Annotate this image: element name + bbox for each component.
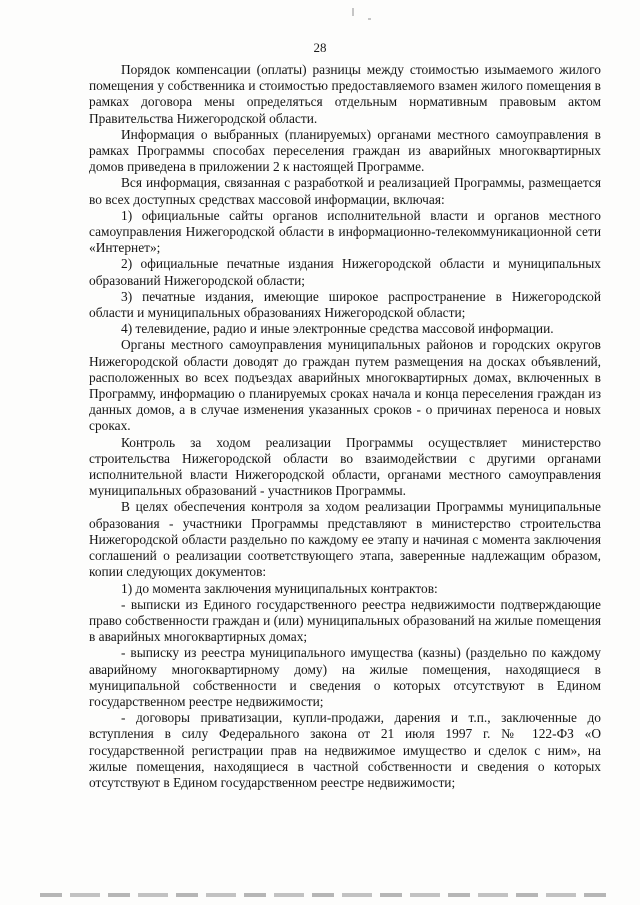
- page-number: 28: [313, 40, 327, 55]
- list-item: 2) официальные печатные издания Нижегородской области и муниципальных образований Нижегородской области;: [89, 256, 601, 288]
- list-item: - выписку из реестра муниципального имущества (казны) (раздельно по каждому аварийному многоквартирному дому) на жилые помещения, находящиеся в муниципальной собственности и сведения о которых отсутствуют в Едином государственном реестре недвижимости;: [89, 645, 601, 709]
- list-item: 3) печатные издания, имеющие широкое распространение в Нижегородской области и муниципальных образованиях Нижегородской области;: [89, 288, 601, 321]
- list-item: - договоры приватизации, купли-продажи, дарения и т.п., заключенные до вступления в силу Федерального закона от 21 июля 1997 г. № 122-ФЗ «О государственной регистрации прав на недвижимое имущество и сделок с ним», на жилые помещения, находящиеся в частной собственности и сведения о которых отсутствуют в Едином государственном реестре недвижимости;: [89, 710, 601, 790]
- paragraph: Информация о выбранных (планируемых) органами местного самоуправления в рамках Программы способах переселения граждан из аварийных многоквартирных домов приведена в приложении 2 к настоящей Программе.: [89, 126, 601, 175]
- scan-speck: [352, 8, 354, 16]
- list-item: - выписки из Единого государственного реестра недвижимости подтверждающие право собственности граждан и (или) муниципальных образований на жилые помещения в аварийных многоквартирных домах;: [89, 596, 601, 645]
- paragraph: Контроль за ходом реализации Программы осуществляет министерство строительства Нижегородской области во взаимодействии с другими органами исполнительной власти Нижегородской области, органами местного самоуправления муниципальных образований - участников Программы.: [89, 434, 601, 499]
- paragraph: Вся информация, связанная с разработкой и реализацией Программы, размещается во всех доступных средствах массовой информации, включая:: [89, 175, 601, 207]
- list-item: 4) телевидение, радио и иные электронные средства массовой информации.: [121, 321, 554, 337]
- document-body: [89, 62, 601, 791]
- scan-speck: [368, 18, 371, 20]
- list-item: 1) официальные сайты органов исполнительной власти и органов местного самоуправления Нижегородской области в информационно-телекоммуникационной сети «Интернет»;: [89, 207, 601, 256]
- paragraph: Органы местного самоуправления муниципальных районов и городских округов Нижегородской области доводят до граждан путем размещения на досках объявлений, расположенных во всех подъездах аварийных многоквартирных домах, включенных в Программу, информацию о планируемых сроках начала и конца переселения граждан из данных домов, а в случае изменения указанных сроков - о причинах переноса и новых сроках.: [89, 337, 601, 434]
- paragraph: Порядок компенсации (оплаты) разницы между стоимостью изымаемого жилого помещения у собственника и стоимостью предоставляемого взамен жилого помещения в рамках договора мены определяться отдельным нормативным правовым актом Правительства Нижегородской области.: [89, 62, 601, 126]
- scan-cut-line: [40, 893, 610, 897]
- list-item: 1) до момента заключения муниципальных контрактов:: [121, 580, 438, 596]
- paragraph: В целях обеспечения контроля за ходом реализации Программы муниципальные образования - участники Программы представляют в министерство строительства Нижегородской области раздельно по каждому ее этапу и начиная с момента заключения соглашений о реализации соответствующего этапа, заверенные надлежащим образом, копии следующих документов:: [89, 499, 601, 580]
